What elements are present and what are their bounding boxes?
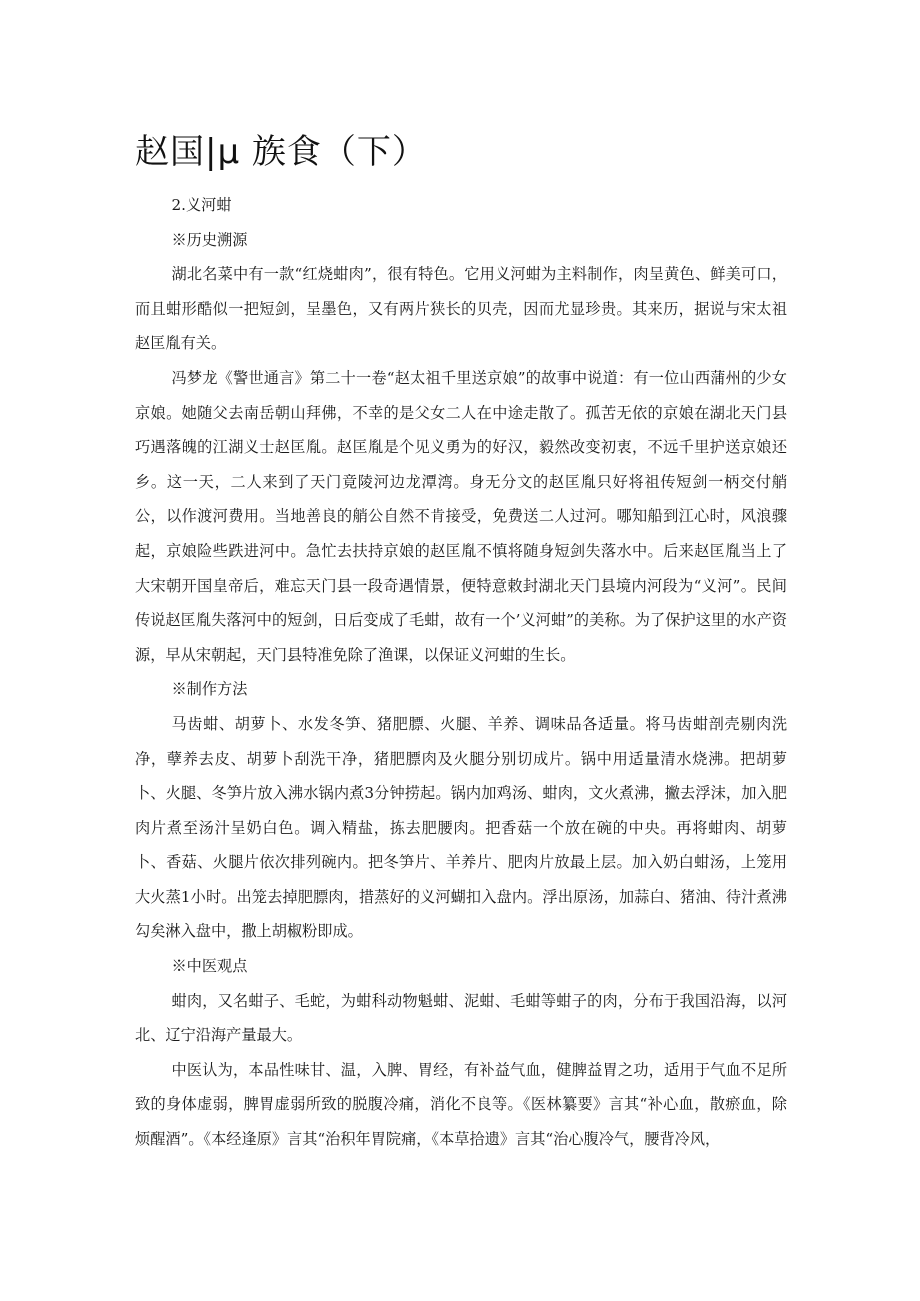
paragraph-history-2: 冯梦龙《警世通言》第二十一卷“赵太祖千里送京娘”的故事中说道：有一位山西蒲州的少女京娘。她随父去南岳朝山拜佛，不幸的是父女二人在中途走散了。孤苦无依的京娘在湖北天门县巧遇落魄的江湖义士赵匡胤。赵匡胤是个见义勇为的好汉，毅然改变初衷，不远千里护送京娘还乡。这一天，二人来到了天门竟陵河边龙潭湾。身无分文的赵匡胤只好将祖传短剑一柄交付艄公，以作渡河费用。当地善良的艄公自然不肯接受，免费送二人过河。哪知船到江心时，风浪骤起，京娘险些跌进河中。急忙去扶持京娘的赵匡胤不慎将随身短剑失落水中。后来赵匡胤当上了大宋朝开国皇帝后，难忘天门县一段奇遇情景，便特意敕封湖北天门县境内河段为“义河”。民间传说赵匡胤失落河中的短剑，日后变成了毛蚶，故有一个’义河蚶”的美称。为了保护这里的水产资源，早从宋朝起，天门县特准免除了渔课，以保证义河蚶的生长。 [135,368,787,664]
section-heading-method: ※制作方法 [171,680,248,699]
paragraph-method-1: 马齿蚶、胡萝卜、水发冬笋、猪肥膘、火腿、羊养、调味品各适量。将马齿蚶剖壳剔肉洗净，孽养去皮、胡萝卜刮洗干净，猪肥膘肉及火腿分别切成片。锅中用适量清水烧沸。把胡萝卜、火腿、冬笋片放入沸水锅内煮3分钟捞起。锅内加鸡汤、蚶肉，文火煮沸，撇去浮沫，加入肥肉片煮至汤汁呈奶白色。调入精盐，拣去肥腰肉。把香菇一个放在碗的中央。再将蚶肉、胡萝卜、香菇、火腿片依次排列碗内。把冬笋片、羊养片、肥肉片放最上层。加入奶白蚶汤，上笼用大火蒸1小时。出笼去掉肥膘肉，措蒸好的义河蝴扣入盘内。浮出原汤，加蒜白、猪油、待汁煮沸勾矣淋入盘中，撒上胡椒粉即成。 [135,714,787,941]
document-body [135,188,787,1157]
paragraph-history-1: 湖北名菜中有一款“红烧蚶肉”，很有特色。它用义河蚶为主料制作，肉呈黄色、鲜美可口，而且蚶形酷似一把短剑，呈墨色，又有两片狭长的贝壳，因而尤显珍贵。其来历，据说与宋太祖赵匡胤有关。 [135,265,787,353]
page-title: 赵国|μ 族食（下） [135,132,427,172]
paragraph-tcm-2: 中医认为，本品性味甘、温，入脾、胃经，有补益气血，健脾益胃之功，适用于气血不足所致的身体虚弱，脾胃虚弱所致的脱腹冷痛，消化不良等。《医林纂要》言其“补心血，散瘀血，除烦醒酒”。《本经逢原》言其“治积年胃院痛，《本草拾遗》言其“治心腹冷气，腰背冷风， [135,1060,787,1149]
section-heading-history: ※历史溯源 [171,230,248,249]
paragraph-tcm-1: 蚶肉，又名蚶子、毛蛇，为蚶科动物魁蚶、泥蚶、毛蚶等蚶子的肉，分布于我国沿海，以河北、辽宁沿海产量最大。 [135,991,787,1045]
dish-subheading: 2.义河蚶 [171,196,232,214]
section-heading-tcm: ※中医观点 [171,957,248,976]
